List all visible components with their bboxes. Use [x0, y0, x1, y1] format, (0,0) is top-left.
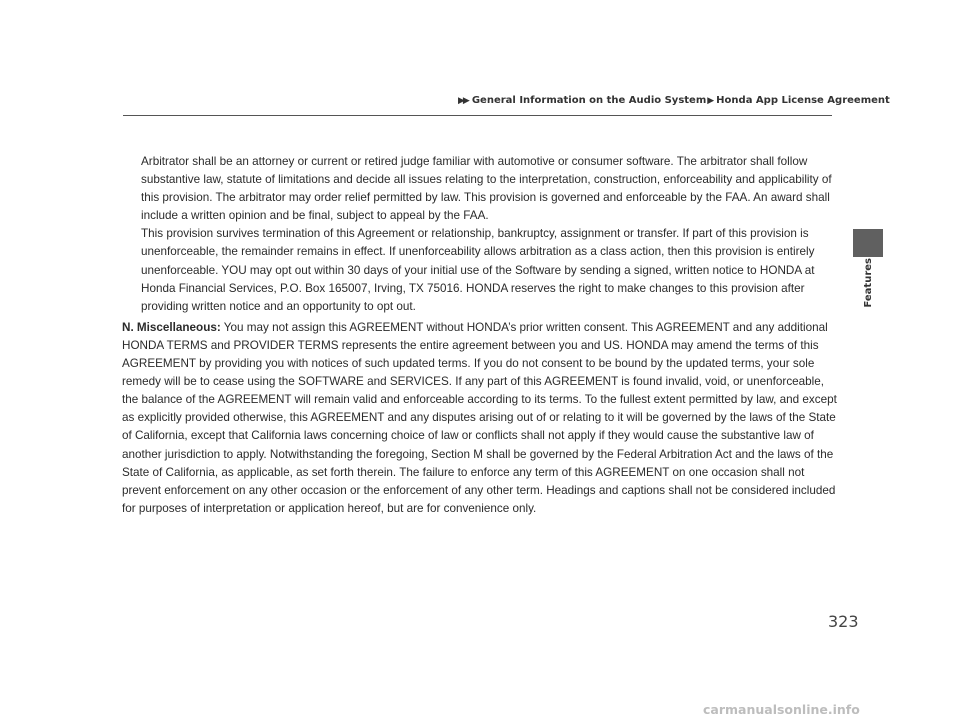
section-tab-marker [853, 229, 883, 257]
watermark: carmanualsonline.info [703, 702, 860, 717]
double-arrow-icon: ▶▶ [458, 96, 468, 106]
miscellaneous-heading: N. Miscellaneous: [122, 320, 221, 334]
header-divider [123, 115, 832, 116]
miscellaneous-text: You may not assign this AGREEMENT without HONDA’s prior written consent. This AGREEMENT and any additional HONDA TERMS and PROVIDER TERMS represents the entire agreement between you and US. HONDA may amend the terms of this AGREEMENT by providing you with notices of such updated terms. If you do not consent to be bound by the updated terms, your sole remedy will be to cease using the SOFTWARE and SERVICES. If any part of this AGREEMENT is found invalid, void, or unenforceable, the balance of the AGREEMENT will remain valid and enforceable according to its terms. To the fullest extent permitted by law, and except as explicitly provided otherwise, this AGREEMENT and any disputes arising out of or relating to it will be governed by the laws of the State of California, except that California laws concerning choice of law or conflicts shall not apply if they would cause the substantive law of another jurisdiction to apply. Notwithstanding the foregoing, Section M shall be governed by the Federal Arbitration Act and the laws of the State of California, as applicable, as set forth therein. The failure to enforce any term of this AGREEMENT on one occasion shall not prevent enforcement on any other occasion or the enforcement of any other term. Headings and captions shall not be considered included for purposes of interpretation or application hereof, but are for convenience only. [122, 320, 837, 515]
license-text [122, 153, 838, 518]
breadcrumb [458, 95, 890, 106]
section-tab-label: Features [862, 258, 874, 308]
breadcrumb-page[interactable]: Honda App License Agreement [716, 95, 890, 106]
survival-paragraph: This provision survives termination of this Agreement or relationship, bankruptcy, assignment or transfer. If part of this provision is unenforceable, the remainder remains in effect. If unenforceability allows arbitration as a class action, then this provision is entirely unenforceable. YOU may opt out within 30 days of your initial use of the Software by sending a signed, written notice to HONDA at Honda Financial Services, P.O. Box 165007, Irving, TX 75016. HONDA reserves the right to make changes to this provision after providing written notice and an opportunity to opt out. [141, 227, 815, 313]
arbitrator-paragraph: Arbitrator shall be an attorney or current or retired judge familiar with automotive or consumer software. The arbitrator shall follow substantive law, statute of limitations and decide all issues relating to the interpretation, construction, enforceability and applicability of this provision. The arbitrator may order relief permitted by law. This provision is governed and enforceable by the FAA. An award shall include a written opinion and be final, subject to appeal by the FAA. [141, 155, 832, 223]
miscellaneous-paragraph [122, 319, 838, 518]
arrow-icon: ▶ [707, 96, 713, 106]
breadcrumb-section[interactable]: General Information on the Audio System [471, 95, 707, 106]
page-number: 323 [828, 612, 859, 631]
